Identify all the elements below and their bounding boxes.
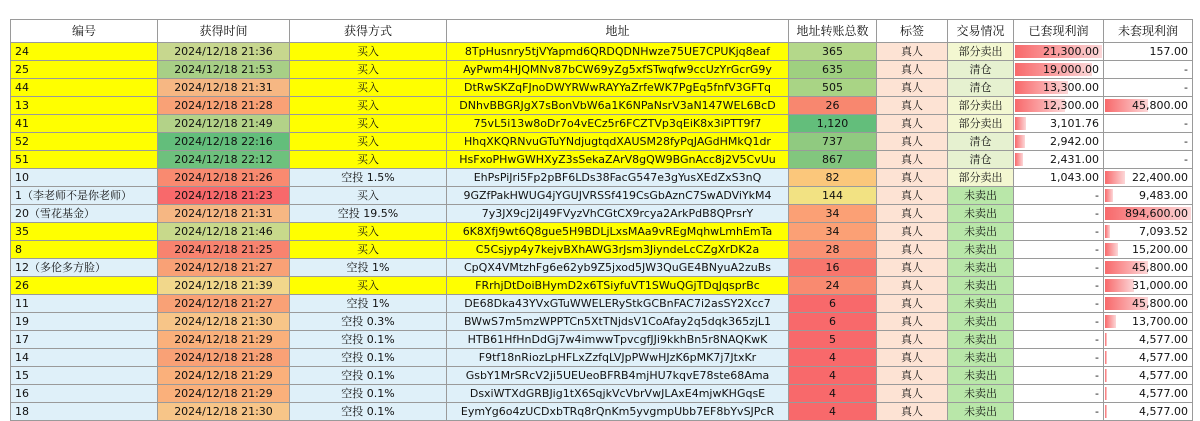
cell-id[interactable]: 13 xyxy=(11,97,158,115)
cell-realized-value: 13,300.00 xyxy=(1043,81,1099,94)
cell-transfers[interactable]: 4 xyxy=(789,367,877,385)
cell-id[interactable]: 24 xyxy=(11,43,158,61)
cell-status[interactable]: 未卖出 xyxy=(948,295,1014,313)
cell-address[interactable]: 8TpHusnry5tjVYapmd6QRDQDNHwze75UE7CPUKjq8eaf xyxy=(447,43,789,61)
cell-tag[interactable]: 真人 xyxy=(877,205,948,223)
cell-unrealized[interactable] xyxy=(1104,79,1193,97)
cell-address[interactable]: BWwS7m5mzWPPTCn5XtTNjdsV1CoAfay2q5dqk365zjL1 xyxy=(447,313,789,331)
cell-status[interactable]: 部分卖出 xyxy=(948,169,1014,187)
cell-time[interactable]: 2024/12/18 21:49 xyxy=(158,115,290,133)
cell-unrealized[interactable] xyxy=(1104,115,1193,133)
cell-status[interactable]: 未卖出 xyxy=(948,187,1014,205)
cell-unrealized-value: 4,577.00 xyxy=(1139,351,1188,364)
cell-tag[interactable]: 真人 xyxy=(877,133,948,151)
cell-realized[interactable] xyxy=(1014,205,1104,223)
cell-unrealized[interactable] xyxy=(1104,385,1193,403)
cell-tag[interactable]: 真人 xyxy=(877,331,948,349)
cell-status[interactable]: 未卖出 xyxy=(948,331,1014,349)
cell-id[interactable]: 12（多伦多方脸） xyxy=(11,259,158,277)
cell-status[interactable]: 未卖出 xyxy=(948,367,1014,385)
cell-realized[interactable] xyxy=(1014,259,1104,277)
cell-method[interactable]: 空投 0.1% xyxy=(290,349,447,367)
cell-transfers[interactable]: 635 xyxy=(789,61,877,79)
cell-realized-value: - xyxy=(1095,207,1099,220)
cell-unrealized-value: 31,000.00 xyxy=(1132,279,1188,292)
cell-id[interactable]: 18 xyxy=(11,403,158,421)
cell-address[interactable]: FRrhjDtDoiBHymD2x6TSiyfuVT1SWuQGjTDqJqsprBc xyxy=(447,277,789,295)
table-row[interactable] xyxy=(11,277,1193,295)
cell-method[interactable]: 买入 xyxy=(290,79,447,97)
cell-tag[interactable]: 真人 xyxy=(877,259,948,277)
cell-id[interactable]: 51 xyxy=(11,151,158,169)
cell-unrealized-value: - xyxy=(1184,135,1188,148)
table-row[interactable] xyxy=(11,403,1193,421)
cell-time[interactable]: 2024/12/18 21:36 xyxy=(158,43,290,61)
cell-address[interactable]: C5Csjyp4y7kejvBXhAWG3rJsm3JiyndeLcCZgXrDK2a xyxy=(447,241,789,259)
cell-id[interactable]: 17 xyxy=(11,331,158,349)
cell-realized-value: - xyxy=(1095,243,1099,256)
table-row[interactable] xyxy=(11,169,1193,187)
cell-realized-data-bar xyxy=(1015,135,1025,148)
cell-realized[interactable] xyxy=(1014,169,1104,187)
cell-unrealized[interactable] xyxy=(1104,133,1193,151)
cell-unrealized-data-bar xyxy=(1105,405,1107,418)
table-row[interactable] xyxy=(11,367,1193,385)
cell-realized-data-bar xyxy=(1015,153,1023,166)
cell-method[interactable]: 买入 xyxy=(290,187,447,205)
cell-unrealized[interactable] xyxy=(1104,151,1193,169)
cell-unrealized-value: 894,600.00 xyxy=(1125,207,1188,220)
cell-address[interactable]: 7y3JX9cj2iJ49FVyzVhCGtCX9rcya2ArkPdB8QPrsrY xyxy=(447,205,789,223)
cell-unrealized-data-bar xyxy=(1105,243,1118,256)
cell-unrealized[interactable] xyxy=(1104,331,1193,349)
cell-method[interactable]: 买入 xyxy=(290,241,447,259)
cell-status[interactable]: 未卖出 xyxy=(948,313,1014,331)
cell-id[interactable]: 11 xyxy=(11,295,158,313)
cell-method[interactable]: 买入 xyxy=(290,115,447,133)
cell-status[interactable]: 清仓 xyxy=(948,79,1014,97)
cell-method[interactable]: 买入 xyxy=(290,43,447,61)
cell-unrealized-value: 45,800.00 xyxy=(1132,99,1188,112)
cell-unrealized-value: 4,577.00 xyxy=(1139,405,1188,418)
cell-realized[interactable] xyxy=(1014,79,1104,97)
cell-time[interactable]: 2024/12/18 22:16 xyxy=(158,133,290,151)
header-method[interactable]: 获得方式 xyxy=(290,20,447,43)
cell-unrealized[interactable] xyxy=(1104,205,1193,223)
cell-id[interactable]: 52 xyxy=(11,133,158,151)
table-row[interactable] xyxy=(11,43,1193,61)
cell-unrealized[interactable] xyxy=(1104,295,1193,313)
cell-status[interactable]: 未卖出 xyxy=(948,223,1014,241)
table-row[interactable] xyxy=(11,313,1193,331)
table-row[interactable] xyxy=(11,259,1193,277)
table-row[interactable] xyxy=(11,115,1193,133)
cell-realized[interactable] xyxy=(1014,187,1104,205)
cell-address[interactable]: HTB61HfHnDdGj7w4imwwTpvcgfJJi9kkhBn5r8NAQKwK xyxy=(447,331,789,349)
cell-unrealized-data-bar xyxy=(1105,351,1107,364)
cell-time[interactable]: 2024/12/18 21:30 xyxy=(158,313,290,331)
cell-method[interactable]: 空投 0.1% xyxy=(290,331,447,349)
cell-unrealized[interactable] xyxy=(1104,403,1193,421)
cell-status[interactable]: 未卖出 xyxy=(948,277,1014,295)
cell-address[interactable]: HhqXKQRNvuGTuYNdjugtqdXAUSM28fyPqJAGdHMkQ1dr xyxy=(447,133,789,151)
table-row[interactable] xyxy=(11,385,1193,403)
cell-status[interactable]: 清仓 xyxy=(948,151,1014,169)
cell-realized[interactable] xyxy=(1014,349,1104,367)
cell-time[interactable]: 2024/12/18 21:29 xyxy=(158,331,290,349)
cell-id[interactable]: 10 xyxy=(11,169,158,187)
cell-realized[interactable] xyxy=(1014,313,1104,331)
cell-method[interactable]: 空投 1% xyxy=(290,295,447,313)
cell-unrealized-value: 9,483.00 xyxy=(1139,189,1188,202)
cell-time[interactable]: 2024/12/18 21:31 xyxy=(158,79,290,97)
cell-id[interactable]: 25 xyxy=(11,61,158,79)
cell-unrealized[interactable] xyxy=(1104,187,1193,205)
cell-status[interactable]: 部分卖出 xyxy=(948,97,1014,115)
cell-tag[interactable]: 真人 xyxy=(877,277,948,295)
cell-status[interactable]: 未卖出 xyxy=(948,403,1014,421)
cell-transfers[interactable]: 6 xyxy=(789,313,877,331)
cell-id[interactable]: 15 xyxy=(11,367,158,385)
cell-transfers[interactable]: 4 xyxy=(789,403,877,421)
cell-realized[interactable] xyxy=(1014,241,1104,259)
cell-realized-value: 3,101.76 xyxy=(1050,117,1099,130)
cell-realized[interactable] xyxy=(1014,295,1104,313)
cell-unrealized-value: 4,577.00 xyxy=(1139,369,1188,382)
cell-id[interactable]: 16 xyxy=(11,385,158,403)
cell-realized[interactable] xyxy=(1014,43,1104,61)
cell-tag[interactable]: 真人 xyxy=(877,403,948,421)
cell-time[interactable]: 2024/12/18 21:28 xyxy=(158,97,290,115)
cell-unrealized-value: - xyxy=(1184,81,1188,94)
cell-tag[interactable]: 真人 xyxy=(877,151,948,169)
cell-address[interactable]: DNhvBBGRJgX7sBonVbW6a1K6NPaNsrV3aN147WEL6BcD xyxy=(447,97,789,115)
cell-realized-value: - xyxy=(1095,333,1099,346)
holders-table xyxy=(10,19,1193,421)
cell-realized[interactable] xyxy=(1014,151,1104,169)
table-row[interactable] xyxy=(11,97,1193,115)
cell-status[interactable]: 未卖出 xyxy=(948,205,1014,223)
cell-status[interactable]: 未卖出 xyxy=(948,241,1014,259)
cell-unrealized[interactable] xyxy=(1104,43,1193,61)
header-realized[interactable]: 已套现利润 xyxy=(1014,20,1104,43)
cell-tag[interactable]: 真人 xyxy=(877,241,948,259)
cell-tag[interactable]: 真人 xyxy=(877,97,948,115)
cell-tag[interactable]: 真人 xyxy=(877,385,948,403)
cell-unrealized-value: 15,200.00 xyxy=(1132,243,1188,256)
cell-method[interactable]: 买入 xyxy=(290,61,447,79)
cell-realized[interactable] xyxy=(1014,115,1104,133)
cell-time[interactable]: 2024/12/18 22:12 xyxy=(158,151,290,169)
cell-unrealized-value: 22,400.00 xyxy=(1132,171,1188,184)
cell-tag[interactable]: 真人 xyxy=(877,349,948,367)
cell-transfers[interactable]: 867 xyxy=(789,151,877,169)
cell-transfers[interactable]: 5 xyxy=(789,331,877,349)
cell-method[interactable]: 买入 xyxy=(290,223,447,241)
cell-realized-value: - xyxy=(1095,279,1099,292)
cell-unrealized-data-bar xyxy=(1105,225,1110,238)
cell-address[interactable]: AyPwm4HJQMNv87bCW69yZg5xfSTwqfw9ccUzYrGcrG9y xyxy=(447,61,789,79)
cell-method[interactable]: 空投 1% xyxy=(290,259,447,277)
cell-time[interactable]: 2024/12/18 21:26 xyxy=(158,169,290,187)
cell-realized[interactable] xyxy=(1014,331,1104,349)
cell-transfers[interactable]: 737 xyxy=(789,133,877,151)
cell-tag[interactable]: 真人 xyxy=(877,295,948,313)
cell-method[interactable]: 空投 0.1% xyxy=(290,403,447,421)
cell-address[interactable]: DsxiWTXdGRBJig1tX6SqjkVcVbrVwJLAxE4mjwKHGqsE xyxy=(447,385,789,403)
cell-unrealized[interactable] xyxy=(1104,223,1193,241)
cell-unrealized[interactable] xyxy=(1104,241,1193,259)
header-address[interactable]: 地址 xyxy=(447,20,789,43)
cell-status[interactable]: 未卖出 xyxy=(948,385,1014,403)
cell-unrealized-data-bar xyxy=(1105,171,1125,184)
cell-unrealized-data-bar xyxy=(1105,333,1107,346)
cell-address[interactable]: 9GZfPakHWUG4jYGUJVRSSf419CsGbAznC7SwADViYkM4 xyxy=(447,187,789,205)
cell-realized-value: - xyxy=(1095,369,1099,382)
cell-method[interactable]: 空投 1.5% xyxy=(290,169,447,187)
table-row[interactable] xyxy=(11,223,1193,241)
cell-method[interactable]: 买入 xyxy=(290,97,447,115)
cell-address[interactable]: 6K8Xfj9wt6Q8gue5H9BDLjLxsMAa9vREgMqhwLmhEmTa xyxy=(447,223,789,241)
cell-tag[interactable]: 真人 xyxy=(877,61,948,79)
cell-transfers[interactable]: 505 xyxy=(789,79,877,97)
cell-address[interactable]: CpQX4VMtzhFg6e62yb9Z5jxod5JW3QuGE4BNyuA2zuBs xyxy=(447,259,789,277)
cell-address[interactable]: EymYg6o4zUCDxbTRq8rQnKm5yvgmpUbb7EF8bYvSJPcR xyxy=(447,403,789,421)
cell-transfers[interactable]: 6 xyxy=(789,295,877,313)
cell-status[interactable]: 未卖出 xyxy=(948,349,1014,367)
table-body xyxy=(11,43,1193,421)
cell-tag[interactable]: 真人 xyxy=(877,367,948,385)
cell-time[interactable]: 2024/12/18 21:39 xyxy=(158,277,290,295)
cell-transfers[interactable]: 144 xyxy=(789,187,877,205)
cell-realized-data-bar xyxy=(1015,117,1026,130)
cell-method[interactable]: 买入 xyxy=(290,133,447,151)
table-row[interactable] xyxy=(11,61,1193,79)
cell-transfers[interactable]: 4 xyxy=(789,349,877,367)
cell-id[interactable]: 19 xyxy=(11,313,158,331)
cell-status[interactable]: 部分卖出 xyxy=(948,43,1014,61)
table-row[interactable] xyxy=(11,133,1193,151)
cell-realized-value: 2,942.00 xyxy=(1050,135,1099,148)
cell-tag[interactable]: 真人 xyxy=(877,223,948,241)
cell-id[interactable]: 26 xyxy=(11,277,158,295)
cell-realized[interactable] xyxy=(1014,367,1104,385)
cell-address[interactable]: GsbY1MrSRcV2ji5UEUeoBFRB4mjHU7kqvE78ste68Ama xyxy=(447,367,789,385)
cell-realized-value: - xyxy=(1095,189,1099,202)
cell-id[interactable]: 35 xyxy=(11,223,158,241)
table-row[interactable] xyxy=(11,295,1193,313)
cell-time[interactable]: 2024/12/18 21:30 xyxy=(158,403,290,421)
table-row[interactable] xyxy=(11,205,1193,223)
header-time[interactable]: 获得时间 xyxy=(158,20,290,43)
cell-unrealized[interactable] xyxy=(1104,277,1193,295)
cell-transfers[interactable]: 4 xyxy=(789,385,877,403)
cell-realized-value: 19,000.00 xyxy=(1043,63,1099,76)
cell-unrealized-data-bar xyxy=(1105,189,1113,202)
cell-tag[interactable]: 真人 xyxy=(877,115,948,133)
cell-unrealized[interactable] xyxy=(1104,259,1193,277)
table-row[interactable] xyxy=(11,349,1193,367)
cell-unrealized-data-bar xyxy=(1105,315,1116,328)
cell-realized-value: - xyxy=(1095,315,1099,328)
header-tag[interactable]: 标签 xyxy=(877,20,948,43)
cell-unrealized-value: 45,800.00 xyxy=(1132,297,1188,310)
cell-time[interactable]: 2024/12/18 21:28 xyxy=(158,349,290,367)
header-row xyxy=(11,20,1193,43)
cell-time[interactable]: 2024/12/18 21:29 xyxy=(158,367,290,385)
cell-realized-value: 12,300.00 xyxy=(1043,99,1099,112)
cell-id[interactable]: 1（李老师不是你老师） xyxy=(11,187,158,205)
cell-status[interactable]: 部分卖出 xyxy=(948,115,1014,133)
cell-realized-value: - xyxy=(1095,387,1099,400)
cell-realized-value: 1,043.00 xyxy=(1050,171,1099,184)
cell-id[interactable]: 14 xyxy=(11,349,158,367)
table-row[interactable] xyxy=(11,187,1193,205)
cell-transfers[interactable]: 26 xyxy=(789,97,877,115)
cell-address[interactable]: F9tf18nRiozLpHFLxZzfqLVJpPWwHJzK6pMK7j7JtxKr xyxy=(447,349,789,367)
cell-tag[interactable]: 真人 xyxy=(877,169,948,187)
table-row[interactable] xyxy=(11,151,1193,169)
table-row[interactable] xyxy=(11,79,1193,97)
cell-unrealized-value: 4,577.00 xyxy=(1139,387,1188,400)
cell-realized-value: - xyxy=(1095,225,1099,238)
cell-time[interactable]: 2024/12/18 21:27 xyxy=(158,259,290,277)
cell-transfers[interactable]: 28 xyxy=(789,241,877,259)
cell-method[interactable]: 空投 19.5% xyxy=(290,205,447,223)
cell-method[interactable]: 买入 xyxy=(290,151,447,169)
cell-unrealized[interactable] xyxy=(1104,313,1193,331)
cell-unrealized-value: 157.00 xyxy=(1149,45,1188,58)
cell-time[interactable]: 2024/12/18 21:31 xyxy=(158,205,290,223)
cell-unrealized[interactable] xyxy=(1104,169,1193,187)
cell-realized-value: - xyxy=(1095,351,1099,364)
cell-id[interactable]: 8 xyxy=(11,241,158,259)
cell-realized[interactable] xyxy=(1014,403,1104,421)
header-id[interactable]: 编号 xyxy=(11,20,158,43)
cell-transfers[interactable]: 16 xyxy=(789,259,877,277)
cell-address[interactable]: DtRwSKZqFJnoDWYRWwRAYYaZrfeWK7PgEq5fnfV3GFTq xyxy=(447,79,789,97)
cell-unrealized[interactable] xyxy=(1104,367,1193,385)
cell-realized-value: - xyxy=(1095,297,1099,310)
cell-unrealized-value: 45,800.00 xyxy=(1132,261,1188,274)
cell-tag[interactable]: 真人 xyxy=(877,313,948,331)
cell-method[interactable]: 空投 0.1% xyxy=(290,367,447,385)
cell-time[interactable]: 2024/12/18 21:29 xyxy=(158,385,290,403)
header-unrealized[interactable]: 未套现利润 xyxy=(1104,20,1193,43)
cell-transfers[interactable]: 34 xyxy=(789,205,877,223)
cell-unrealized-value: 13,700.00 xyxy=(1132,315,1188,328)
cell-transfers[interactable]: 34 xyxy=(789,223,877,241)
cell-id[interactable]: 44 xyxy=(11,79,158,97)
cell-method[interactable]: 空投 0.1% xyxy=(290,385,447,403)
cell-status[interactable]: 清仓 xyxy=(948,61,1014,79)
cell-tag[interactable]: 真人 xyxy=(877,43,948,61)
cell-realized-value: - xyxy=(1095,405,1099,418)
cell-unrealized-value: 7,093.52 xyxy=(1139,225,1188,238)
cell-unrealized[interactable] xyxy=(1104,349,1193,367)
cell-unrealized-value: - xyxy=(1184,153,1188,166)
cell-time[interactable]: 2024/12/18 21:53 xyxy=(158,61,290,79)
cell-realized-value: 21,300.00 xyxy=(1043,45,1099,58)
cell-address[interactable]: DE68Dka43YVxGTuWWELERyStkGCBnFAC7i2asSY2Xcc7 xyxy=(447,295,789,313)
cell-time[interactable]: 2024/12/18 21:25 xyxy=(158,241,290,259)
cell-transfers[interactable]: 24 xyxy=(789,277,877,295)
cell-realized[interactable] xyxy=(1014,97,1104,115)
header-transfers[interactable]: 地址转账总数 xyxy=(789,20,877,43)
cell-unrealized-data-bar xyxy=(1105,369,1107,382)
cell-unrealized-data-bar xyxy=(1105,279,1134,292)
cell-transfers[interactable]: 82 xyxy=(789,169,877,187)
cell-id[interactable]: 41 xyxy=(11,115,158,133)
cell-tag[interactable]: 真人 xyxy=(877,79,948,97)
cell-address[interactable]: EhPsPiJri5Fp2pBF6LDs38FacG547e3gYusXEdZxS3nQ xyxy=(447,169,789,187)
cell-time[interactable]: 2024/12/18 21:27 xyxy=(158,295,290,313)
cell-method[interactable]: 空投 0.3% xyxy=(290,313,447,331)
cell-realized-value: - xyxy=(1095,261,1099,274)
cell-transfers[interactable]: 1,120 xyxy=(789,115,877,133)
cell-unrealized[interactable] xyxy=(1104,61,1193,79)
cell-transfers[interactable]: 365 xyxy=(789,43,877,61)
cell-realized[interactable] xyxy=(1014,133,1104,151)
cell-realized[interactable] xyxy=(1014,277,1104,295)
table-row[interactable] xyxy=(11,241,1193,259)
cell-address[interactable]: 75vL5i13w8oDr7o4vECz5r6FCZTVp3qEiK8x3iPTT9f7 xyxy=(447,115,789,133)
table-row[interactable] xyxy=(11,331,1193,349)
cell-id[interactable]: 20（雪花基金） xyxy=(11,205,158,223)
cell-realized[interactable] xyxy=(1014,61,1104,79)
cell-tag[interactable]: 真人 xyxy=(877,187,948,205)
cell-unrealized[interactable] xyxy=(1104,97,1193,115)
cell-unrealized-data-bar xyxy=(1105,387,1107,400)
cell-time[interactable]: 2024/12/18 21:46 xyxy=(158,223,290,241)
header-status[interactable]: 交易情况 xyxy=(948,20,1014,43)
cell-realized-value: 2,431.00 xyxy=(1050,153,1099,166)
cell-unrealized-value: - xyxy=(1184,63,1188,76)
cell-time[interactable]: 2024/12/18 21:23 xyxy=(158,187,290,205)
cell-method[interactable]: 买入 xyxy=(290,277,447,295)
cell-address[interactable]: HsFxoPHwGWHXyZ3sSekaZArV8gQW9BGnAcc8j2V5CvUu xyxy=(447,151,789,169)
cell-unrealized-value: 4,577.00 xyxy=(1139,333,1188,346)
cell-status[interactable]: 未卖出 xyxy=(948,259,1014,277)
holders-table-wrapper xyxy=(10,19,1193,421)
cell-realized[interactable] xyxy=(1014,385,1104,403)
cell-unrealized-value: - xyxy=(1184,117,1188,130)
cell-status[interactable]: 清仓 xyxy=(948,133,1014,151)
cell-realized[interactable] xyxy=(1014,223,1104,241)
